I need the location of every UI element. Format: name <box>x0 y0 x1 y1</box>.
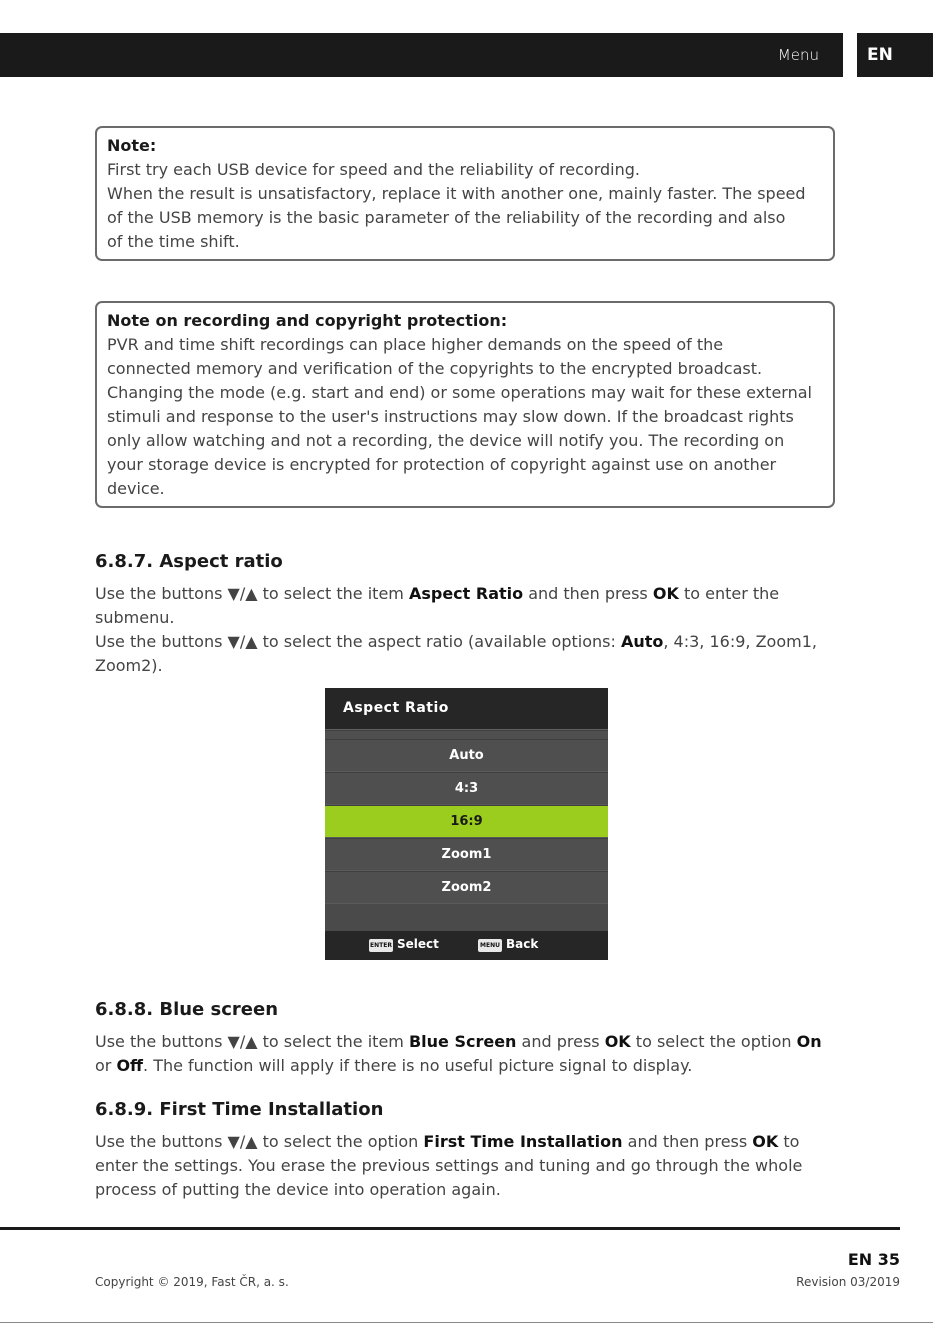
note-line: only allow watching and not a recording, the device will notify you. The recording on <box>107 431 785 450</box>
bold-text: OK <box>604 1032 631 1051</box>
note-line: stimuli and response to the user's instructions may slow down. If the broadcast rights <box>107 407 794 426</box>
menu-item-zoom2[interactable]: Zoom2 <box>325 871 608 904</box>
paragraph-blue-screen <box>95 1030 840 1078</box>
text: Use the buttons ▼/▲ to select the aspect ratio (available options: <box>95 632 621 651</box>
menu-item-16-9[interactable]: 16:9 <box>325 805 608 838</box>
text: Use the buttons ▼/▲ to select the option <box>95 1132 424 1151</box>
paragraph-aspect-ratio-1 <box>95 582 840 630</box>
note-line: device. <box>107 479 165 498</box>
bold-text: OK <box>652 584 679 603</box>
text: to select the option <box>630 1032 797 1051</box>
note-box-copyright <box>95 301 835 508</box>
footer-divider <box>0 1227 900 1230</box>
bold-text: On <box>796 1032 822 1051</box>
bold-text: Aspect Ratio <box>408 584 524 603</box>
menu-item-zoom1[interactable]: Zoom1 <box>325 838 608 871</box>
language-badge: EN <box>857 33 933 77</box>
text: Use the buttons ▼/▲ to select the item <box>95 584 409 603</box>
note-line: connected memory and verification of the copyrights to the encrypted broadcast. <box>107 359 763 378</box>
note-line: When the result is unsatisfactory, replace it with another one, mainly faster. The speed <box>107 184 806 203</box>
note-box-usb <box>95 126 835 261</box>
section-heading-blue-screen: 6.8.8. Blue screen <box>95 999 279 1020</box>
menu-item-4-3[interactable]: 4:3 <box>325 772 608 805</box>
select-hint: Select <box>397 937 439 951</box>
section-heading-first-time-installation: 6.8.9. First Time Installation <box>95 1099 384 1120</box>
text: and press <box>516 1032 605 1051</box>
text: or <box>95 1056 117 1075</box>
menu-spacer <box>325 730 608 739</box>
bold-text: Auto <box>620 632 664 651</box>
bold-text: Off <box>116 1056 144 1075</box>
text: to enter the submenu. <box>95 584 780 627</box>
header-section-label: Menu <box>777 46 819 64</box>
paragraph-first-time-installation <box>95 1130 840 1202</box>
revision-label: Revision 03/2019 <box>796 1275 900 1289</box>
text: . The function will apply if there is no useful picture signal to display. <box>143 1056 693 1075</box>
note-title: Note on recording and copyright protection: <box>107 311 508 330</box>
note-line: Changing the mode (e.g. start and end) or some operations may wait for these external <box>107 383 812 402</box>
copyright-notice: Copyright © 2019, Fast ČR, a. s. <box>95 1275 289 1289</box>
menu-title: Aspect Ratio <box>325 688 608 729</box>
text: to enter the settings. You erase the previous settings and tuning and go through the whole process of putting the device into operation again. <box>95 1132 803 1199</box>
paragraph-aspect-ratio-2 <box>95 630 840 678</box>
bold-text: OK <box>752 1132 779 1151</box>
menu-item-auto[interactable]: Auto <box>325 739 608 772</box>
note-title: Note: <box>107 136 157 155</box>
text: Use the buttons ▼/▲ to select the item <box>95 1032 409 1051</box>
enter-key-icon: ENTER <box>369 939 393 952</box>
text: and then press <box>622 1132 753 1151</box>
aspect-ratio-menu <box>325 688 608 960</box>
page-number: EN 35 <box>847 1250 900 1269</box>
note-line: First try each USB device for speed and the reliability of recording. <box>107 160 640 179</box>
bold-text: Blue Screen <box>408 1032 517 1051</box>
section-heading-aspect-ratio: 6.8.7. Aspect ratio <box>95 551 283 572</box>
back-hint: Back <box>506 937 539 951</box>
note-line: PVR and time shift recordings can place higher demands on the speed of the <box>107 335 724 354</box>
bold-text: First Time Installation <box>423 1132 623 1151</box>
note-line: of the USB memory is the basic parameter of the reliability of the recording and also <box>107 208 786 227</box>
header-bar <box>0 33 843 77</box>
text: and then press <box>523 584 653 603</box>
menu-key-icon: MENU <box>478 939 502 952</box>
bottom-divider <box>0 1322 933 1323</box>
note-line: of the time shift. <box>107 232 240 251</box>
menu-footer <box>325 931 608 960</box>
text: , 4:3, 16:9, Zoom1, Zoom2). <box>95 632 817 675</box>
note-line: your storage device is encrypted for protection of copyright against use on another <box>107 455 777 474</box>
